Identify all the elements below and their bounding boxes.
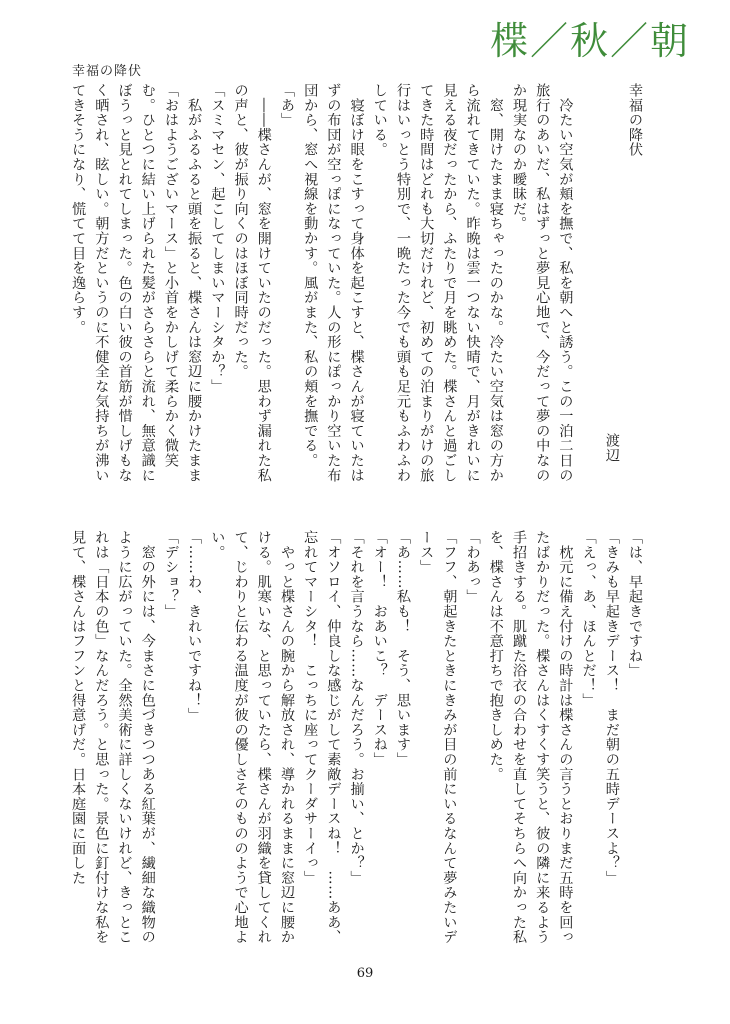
- page-number: 69: [356, 966, 374, 981]
- series-title: 楪／秋／朝: [489, 19, 690, 63]
- paragraph: 窓、開けたまま寝ちゃったのかな。冷たい空気は窓の方から流れてきていた。昨晩は雲一つない快晴で、月がきれいに見える夜だったから、ふたりで月を眺めた。楪さんと過ごしてきた時間はどれも大切だけれど、初めての泊まりがけの旅行はいっとう特別で、一晩たった今でも頭も足元もふわふわしている。: [371, 83, 504, 483]
- running-head: 幸福の降伏: [72, 64, 143, 79]
- paragraph: 「デショ？」: [162, 530, 179, 619]
- paragraph: 「フフ、朝起きたときにきみが目の前にいるなんて夢みたいデース」: [418, 530, 458, 945]
- paragraph: 「は、早起きですね」: [627, 530, 643, 678]
- story-title: 幸福の降伏: [627, 83, 643, 157]
- paragraph: 私がふるふると頭を振ると、楪さんは窓辺に腰かけたまま「おはようございマース」と小首をかしげて柔らかく微笑む。ひとつに結い上げられた髪がさらさらと流れ、無意識にぼうっと見とれてしまった。色の白い彼の首筋が惜しげもなく晒され、眩しい。朝方だというのに不健全な気持ちが沸いてきそうになり、慌てて目を逸らす。: [70, 83, 203, 483]
- paragraph: やっと楪さんの腕から解放され、導かれるままに窓辺に腰かける。肌寒いな、と思っていたら、楪さんが羽織を貸してくれて、じわりと伝わる温度が彼の優しさそのもののようで心地よい。: [209, 530, 295, 945]
- paragraph: 「えっ、あ、ほんとだ！」: [580, 530, 597, 708]
- paragraph: 「……わ、きれいですね！」: [186, 530, 203, 723]
- author-name: 渡辺: [603, 433, 620, 463]
- paragraph: 「オソロイ、仲良しな感じがして素敵デースね！ ……ああ、忘れてマーシタ！ こっちに座ってクーダサーイっ」: [302, 530, 342, 945]
- paragraph: 枕元に備え付けの時計は楪さんの言うとおりまだ五時を回ったばかりだった。楪さんはくすくす笑うと、彼の隣に来るよう手招きする。肌蹴た浴衣の合わせを直してそちらへ向かった私を、楪さんは不意打ちで抱きしめた。: [487, 530, 574, 945]
- paragraph: 「あ」: [278, 83, 295, 128]
- paragraph: ――楪さんが、窓を開けていたのだった。思わず漏れた私の声と、彼が振り向くのはほぼ同時だった。: [232, 83, 272, 483]
- lower-text-block: [64, 530, 646, 950]
- paragraph: 「オー！ おあいこ？ デースね」: [371, 530, 388, 767]
- paragraph: 「わあっ」: [464, 530, 481, 604]
- paragraph: 「スミマセン、起こしてしまいマーシタか？」: [209, 83, 226, 394]
- upper-text-block: [64, 83, 646, 493]
- paragraph: 「あ……私も！ そう、思います」: [394, 530, 411, 767]
- blank-line: [576, 83, 599, 493]
- paragraph: 「それを言うなら……なんだろう。お揃い、とか？」: [348, 530, 365, 886]
- paragraph: 「きみも早起きデース！ まだ朝の五時デースよ？」: [603, 530, 620, 886]
- paragraph: 窓の外には、今まさに色づきつつある紅葉が、繊細な織物のように広がっていた。全然美術に詳しくないけれど、きっとこれは「日本の色」なんだろう。と思った。景色に釘付けな私を見て、楪さんはフフンと得意げだ。日本庭園に面した: [70, 530, 156, 945]
- paragraph: 寝ぼけ眼をこすって身体を起こすと、楪さんが寝ていたはずの布団が空っぽになっていた。人の形にぽっかり空いた布団から、窓へ視線を動かす。風がまた、私の頬を撫でる。: [302, 83, 365, 483]
- paragraph: 冷たい空気が頬を撫で、私を朝へと誘う。この一泊二日の旅行のあいだ、私はずっと夢見心地で、今だって夢の中なのか現実なのか曖昧だ。: [511, 83, 574, 483]
